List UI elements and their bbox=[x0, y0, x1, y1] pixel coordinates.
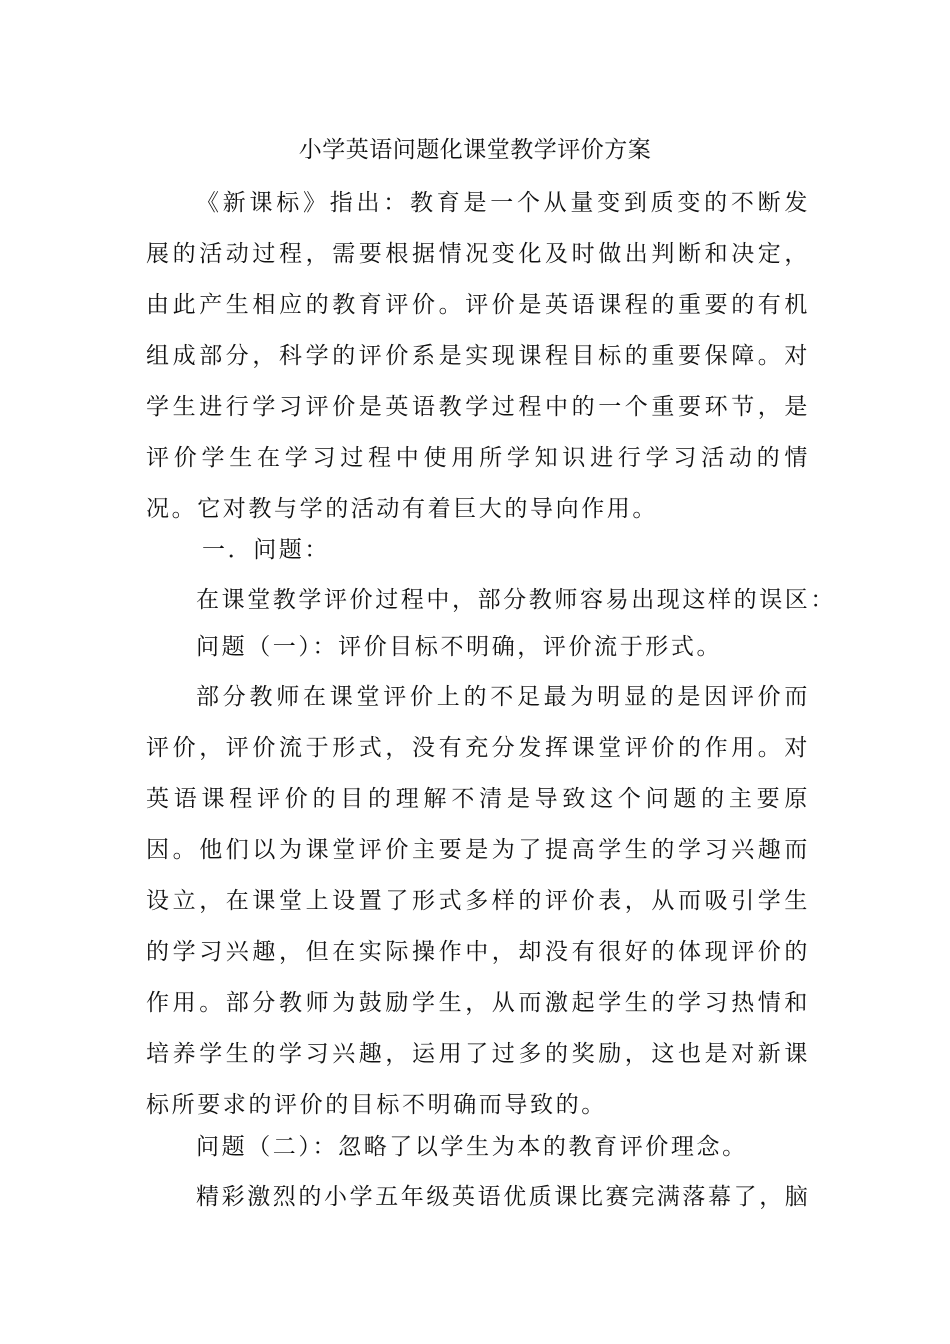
section-heading-problems: 一．问题： bbox=[202, 537, 330, 563]
misconception-intro: 在课堂教学评价过程中，部分教师容易出现这样的误区： bbox=[196, 587, 836, 613]
document-title: 小学英语问题化课堂教学评价方案 bbox=[298, 137, 652, 163]
intro-paragraph: 《新课标》指出：教育是一个从量变到质变的不断发展的活动过程，需要根据情况变化及时做出判断和决定，由此产生相应的教育评价。评价是英语课程的重要的有机组成部分，科学的评价系是实现课程目标的重要保障。对学生进行学习评价是英语教学过程中的一个重要环节，是评价学生在学习过程中使用所学知识进行学习活动的情况。它对教与学的活动有着巨大的导向作用。 bbox=[146, 190, 810, 522]
problem-one-heading: 问题（一）：评价目标不明确，评价流于形式。 bbox=[196, 634, 723, 660]
closing-paragraph-fragment: 精彩激烈的小学五年级英语优质课比赛完满落幕了，脑 bbox=[196, 1184, 811, 1210]
problem-two-heading: 问题（二）：忽略了以学生为本的教育评价理念。 bbox=[196, 1134, 748, 1160]
problem-one-paragraph: 部分教师在课堂评价上的不足最为明显的是因评价而评价，评价流于形式，没有充分发挥课堂评价的作用。对英语课程评价的目的理解不清是导致这个问题的主要原因。他们以为课堂评价主要是为了提高学生的学习兴趣而设立，在课堂上设置了形式多样的评价表，从而吸引学生的学习兴趣，但在实际操作中，却没有很好的体现评价的作用。部分教师为鼓励学生，从而激起学生的学习热情和培养学生的学习兴趣，运用了过多的奖励，这也是对新课标所要求的评价的目标不明确而导致的。 bbox=[146, 684, 810, 1118]
